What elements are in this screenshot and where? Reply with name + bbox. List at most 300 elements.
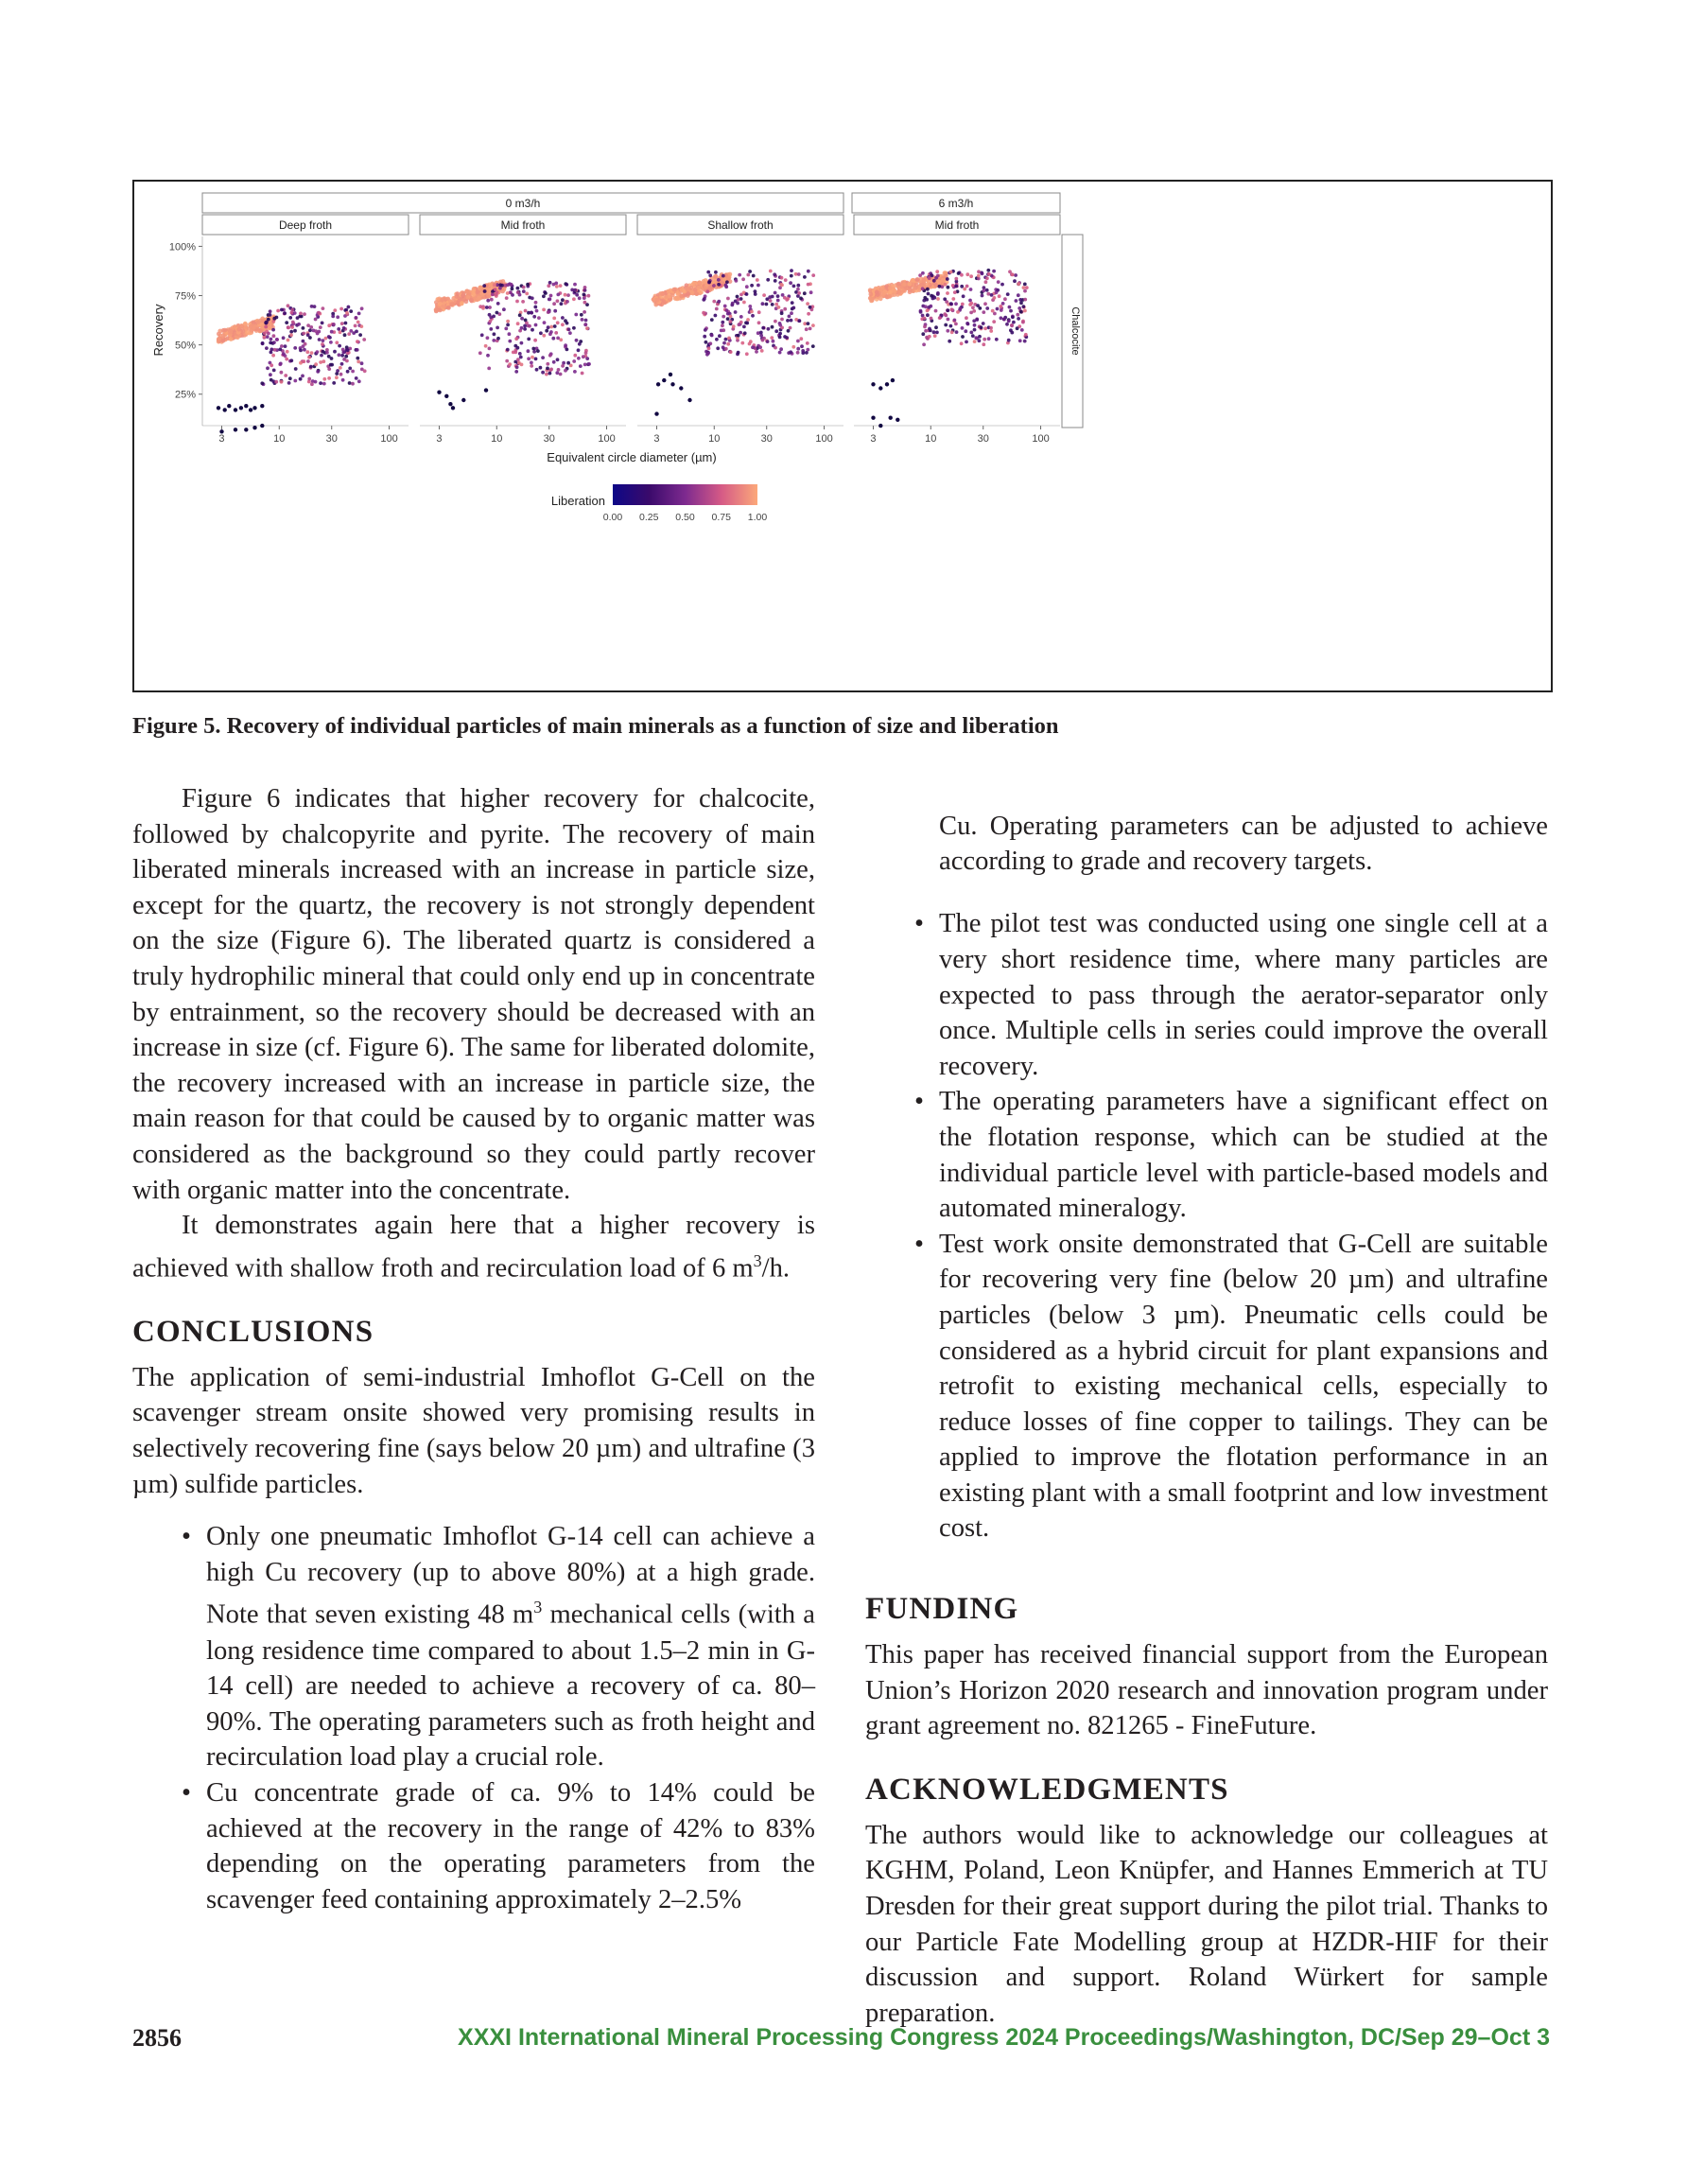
data-point bbox=[806, 341, 809, 345]
data-point bbox=[885, 382, 889, 386]
data-point bbox=[270, 363, 273, 367]
data-point bbox=[921, 287, 925, 290]
data-point bbox=[774, 279, 777, 283]
data-point bbox=[986, 269, 990, 272]
data-point bbox=[992, 320, 996, 323]
data-point bbox=[322, 359, 325, 363]
data-point bbox=[307, 356, 311, 359]
data-point bbox=[757, 321, 761, 324]
data-point bbox=[975, 318, 979, 322]
data-point bbox=[928, 276, 931, 280]
data-point bbox=[954, 302, 958, 306]
data-point bbox=[783, 307, 787, 311]
data-point bbox=[893, 289, 897, 294]
data-point bbox=[489, 320, 493, 323]
data-point bbox=[349, 329, 353, 333]
data-point bbox=[750, 284, 754, 288]
data-point bbox=[336, 369, 339, 373]
data-point bbox=[957, 271, 961, 275]
data-point bbox=[977, 270, 981, 273]
data-point bbox=[505, 359, 509, 363]
data-point bbox=[548, 354, 552, 358]
data-point bbox=[770, 336, 774, 340]
data-point bbox=[978, 339, 982, 342]
data-point bbox=[549, 294, 553, 298]
data-point bbox=[228, 330, 233, 335]
data-point bbox=[564, 293, 567, 297]
data-point bbox=[527, 338, 530, 341]
data-point bbox=[577, 348, 581, 352]
data-point bbox=[805, 351, 809, 355]
data-point bbox=[541, 356, 545, 359]
data-point bbox=[521, 300, 525, 304]
data-point bbox=[291, 321, 295, 324]
data-point bbox=[322, 306, 325, 310]
data-point bbox=[339, 373, 343, 376]
data-point bbox=[293, 379, 297, 383]
text-span: It demonstrates again here that a higher recovery is achieved with shallow froth and recirculation load of 6 m bbox=[132, 1211, 815, 1284]
data-point bbox=[303, 312, 306, 316]
data-point bbox=[584, 351, 588, 355]
data-point bbox=[234, 408, 237, 411]
data-point bbox=[1000, 308, 1003, 312]
data-point bbox=[530, 356, 534, 359]
data-point bbox=[926, 309, 930, 313]
data-point bbox=[721, 323, 724, 327]
data-point bbox=[930, 294, 933, 298]
data-point bbox=[778, 336, 782, 340]
data-point bbox=[587, 362, 591, 366]
data-point bbox=[335, 341, 339, 344]
data-point bbox=[773, 272, 776, 276]
data-point bbox=[484, 344, 488, 348]
data-point bbox=[973, 323, 977, 327]
data-point bbox=[516, 322, 520, 325]
data-point bbox=[583, 301, 587, 305]
data-point bbox=[290, 308, 294, 312]
data-point bbox=[800, 344, 804, 348]
data-point bbox=[961, 335, 965, 339]
data-point bbox=[961, 326, 965, 330]
data-point bbox=[236, 327, 241, 332]
data-point bbox=[289, 330, 293, 334]
data-point bbox=[996, 307, 1000, 311]
y-axis-label: Recovery bbox=[151, 304, 165, 357]
data-point bbox=[803, 291, 807, 295]
data-point bbox=[549, 330, 553, 334]
data-point bbox=[299, 377, 303, 381]
data-point bbox=[288, 376, 292, 380]
data-point bbox=[930, 317, 933, 321]
data-point bbox=[573, 354, 577, 358]
data-point bbox=[708, 273, 712, 277]
data-point bbox=[533, 306, 537, 309]
data-point bbox=[965, 285, 969, 288]
row-strip-label: Chalcocite bbox=[1070, 306, 1081, 356]
data-point bbox=[572, 297, 576, 301]
data-point bbox=[346, 370, 350, 374]
data-point bbox=[329, 363, 333, 367]
conference-footer: XXXI International Mineral Processing Congress 2024 Proceedings/Washington, DC/Sep 29–Oct 3 bbox=[458, 2024, 1550, 2051]
data-point bbox=[436, 297, 441, 302]
data-point bbox=[518, 352, 522, 356]
data-point bbox=[750, 310, 754, 314]
x-tick-label: 3 bbox=[218, 433, 225, 445]
data-point bbox=[809, 290, 813, 294]
data-point bbox=[564, 319, 567, 323]
data-point bbox=[534, 323, 538, 327]
data-point bbox=[273, 348, 277, 352]
data-point bbox=[807, 312, 810, 316]
data-point bbox=[584, 319, 588, 323]
data-point bbox=[888, 286, 893, 290]
data-point bbox=[922, 342, 926, 346]
data-point bbox=[260, 424, 264, 428]
data-point bbox=[923, 317, 927, 321]
data-point bbox=[514, 337, 518, 341]
data-point bbox=[960, 285, 964, 288]
data-point bbox=[579, 340, 583, 343]
data-point bbox=[798, 319, 802, 323]
data-point bbox=[553, 309, 557, 313]
data-point bbox=[938, 316, 942, 320]
data-point bbox=[982, 342, 985, 346]
data-point bbox=[1014, 273, 1017, 277]
data-point bbox=[790, 319, 793, 323]
data-point bbox=[583, 286, 587, 289]
data-point bbox=[269, 373, 272, 376]
data-point bbox=[983, 326, 987, 330]
data-point bbox=[519, 356, 523, 359]
data-point bbox=[437, 391, 441, 394]
data-point bbox=[319, 325, 322, 329]
data-point bbox=[348, 381, 352, 385]
legend-tick-label: 0.25 bbox=[639, 512, 659, 523]
data-point bbox=[767, 327, 771, 331]
data-point bbox=[737, 298, 740, 302]
right-column bbox=[865, 781, 1548, 2031]
data-point bbox=[302, 340, 305, 343]
data-point bbox=[440, 297, 444, 302]
data-point bbox=[997, 280, 1000, 284]
data-point bbox=[360, 306, 364, 310]
data-point bbox=[534, 358, 538, 361]
data-point bbox=[552, 302, 556, 306]
data-point bbox=[948, 340, 951, 343]
data-point bbox=[675, 290, 680, 295]
data-point bbox=[772, 340, 775, 343]
data-point bbox=[508, 332, 512, 336]
data-point bbox=[339, 366, 342, 370]
data-point bbox=[714, 314, 718, 318]
data-point bbox=[779, 347, 783, 351]
data-point bbox=[555, 371, 559, 375]
data-point bbox=[502, 307, 506, 311]
data-point bbox=[465, 289, 470, 294]
heading-conclusions: CONCLUSIONS bbox=[132, 1314, 374, 1349]
data-point bbox=[805, 327, 809, 331]
data-point bbox=[1018, 298, 1022, 302]
data-point bbox=[1011, 273, 1015, 277]
list-item bbox=[182, 1519, 815, 1775]
data-point bbox=[983, 288, 986, 292]
data-point bbox=[762, 293, 766, 297]
strip-flow-6-label: 6 m3/h bbox=[938, 197, 974, 210]
data-point bbox=[341, 378, 345, 382]
data-point bbox=[934, 325, 938, 329]
data-point bbox=[908, 282, 913, 287]
data-point bbox=[522, 286, 526, 289]
data-point bbox=[556, 321, 560, 324]
data-point bbox=[317, 330, 321, 334]
data-point bbox=[477, 296, 481, 301]
data-point bbox=[969, 274, 973, 278]
data-point bbox=[556, 293, 560, 297]
data-point bbox=[486, 299, 490, 303]
data-point bbox=[697, 280, 702, 285]
data-point bbox=[585, 326, 589, 330]
data-point bbox=[871, 416, 875, 420]
data-point bbox=[977, 274, 981, 278]
data-point bbox=[543, 321, 547, 324]
data-point bbox=[792, 285, 796, 288]
data-point bbox=[530, 328, 534, 332]
data-point bbox=[766, 340, 770, 343]
x-tick-label: 30 bbox=[760, 433, 773, 445]
data-point bbox=[460, 301, 464, 306]
data-point bbox=[727, 337, 731, 341]
data-point bbox=[809, 306, 812, 309]
data-point bbox=[774, 291, 777, 295]
data-point bbox=[742, 301, 746, 305]
data-point bbox=[934, 309, 938, 313]
data-point bbox=[324, 337, 328, 341]
data-point bbox=[438, 302, 443, 306]
data-point bbox=[552, 317, 556, 321]
data-point bbox=[566, 293, 570, 297]
data-point bbox=[915, 277, 920, 282]
data-point bbox=[310, 351, 314, 355]
bullet-glyph: • bbox=[182, 1777, 192, 1808]
data-point bbox=[351, 382, 355, 386]
data-point bbox=[520, 341, 524, 345]
data-point bbox=[675, 297, 680, 302]
legend-gradient bbox=[613, 484, 757, 505]
data-point bbox=[679, 386, 683, 390]
data-point bbox=[314, 380, 318, 384]
data-point bbox=[983, 302, 987, 306]
acknowledgments-text: The authors would like to acknowledge our colleagues at KGHM, Poland, Leon Knüpfer, and Hannes Emmerich at TU Dresden for their great support during the pilot trial. Thanks to our Particle Fate Modelling group at HZDR-HIF for their discussion and support. Roland Würkert for sample preparation. bbox=[865, 1820, 1548, 2028]
data-point bbox=[461, 398, 465, 402]
data-point bbox=[789, 281, 792, 285]
data-point bbox=[703, 297, 706, 301]
data-point bbox=[280, 371, 284, 375]
x-tick-label: 10 bbox=[925, 433, 937, 445]
data-point bbox=[229, 337, 234, 341]
data-point bbox=[1019, 310, 1023, 314]
data-point bbox=[685, 287, 689, 291]
data-point bbox=[734, 310, 738, 314]
data-point bbox=[791, 301, 794, 305]
recovery-scatter-chart bbox=[134, 182, 1551, 690]
data-point bbox=[314, 329, 318, 333]
data-point bbox=[539, 331, 543, 335]
data-point bbox=[319, 360, 322, 364]
data-point bbox=[339, 330, 342, 334]
data-point bbox=[780, 284, 784, 288]
data-point bbox=[670, 293, 675, 298]
data-point bbox=[272, 341, 276, 344]
data-point bbox=[573, 283, 577, 287]
superscript: 3 bbox=[753, 1250, 762, 1270]
data-point bbox=[785, 298, 789, 302]
data-point bbox=[299, 349, 303, 353]
data-point bbox=[482, 284, 486, 288]
data-point bbox=[891, 378, 895, 382]
data-point bbox=[289, 358, 293, 362]
data-point bbox=[551, 337, 555, 341]
list-item bbox=[914, 1227, 1548, 1546]
data-point bbox=[325, 351, 329, 355]
data-point bbox=[524, 319, 528, 323]
data-point bbox=[1019, 301, 1023, 305]
data-point bbox=[754, 289, 757, 293]
data-point bbox=[313, 305, 317, 308]
list-item bbox=[914, 906, 1548, 1084]
data-point bbox=[965, 316, 968, 320]
data-point bbox=[306, 359, 310, 363]
data-point bbox=[516, 287, 520, 290]
data-point bbox=[710, 318, 714, 322]
data-point bbox=[969, 331, 973, 335]
data-point bbox=[515, 300, 519, 304]
data-point bbox=[524, 309, 528, 313]
data-point bbox=[520, 317, 524, 321]
data-point bbox=[515, 365, 519, 369]
data-point bbox=[738, 273, 741, 277]
data-point bbox=[530, 361, 533, 365]
data-point bbox=[556, 299, 560, 303]
data-point bbox=[745, 322, 749, 325]
data-point bbox=[471, 292, 476, 297]
data-point bbox=[267, 332, 270, 336]
x-tick-label: 30 bbox=[543, 433, 555, 445]
data-point bbox=[1009, 309, 1013, 313]
x-tick-label: 10 bbox=[273, 433, 286, 445]
data-point bbox=[694, 291, 699, 296]
data-point bbox=[728, 320, 732, 323]
data-point bbox=[973, 340, 977, 343]
data-point bbox=[974, 336, 978, 340]
paragraph-shallow-froth bbox=[132, 1208, 815, 1286]
data-point bbox=[1008, 306, 1012, 309]
data-point bbox=[322, 350, 325, 354]
data-point bbox=[662, 299, 667, 304]
data-point bbox=[715, 307, 719, 311]
data-point bbox=[705, 290, 709, 294]
data-point bbox=[748, 342, 752, 346]
data-point bbox=[729, 315, 733, 319]
data-point bbox=[256, 320, 261, 324]
data-point bbox=[249, 408, 252, 411]
data-point bbox=[796, 351, 800, 355]
data-point bbox=[314, 362, 318, 366]
data-point bbox=[971, 306, 975, 309]
data-point bbox=[797, 272, 801, 276]
data-point bbox=[1007, 339, 1011, 342]
data-point bbox=[252, 426, 256, 429]
data-point bbox=[520, 326, 524, 330]
data-point bbox=[359, 324, 363, 328]
data-point bbox=[703, 335, 706, 339]
data-point bbox=[774, 329, 778, 333]
data-point bbox=[548, 281, 552, 285]
data-point bbox=[555, 285, 559, 288]
data-point bbox=[358, 333, 362, 337]
data-point bbox=[493, 332, 496, 336]
conclusions-list-continued bbox=[914, 906, 1548, 1546]
data-point bbox=[492, 339, 496, 342]
data-point bbox=[962, 294, 965, 298]
data-point bbox=[545, 373, 548, 376]
data-point bbox=[738, 323, 741, 326]
data-point bbox=[287, 326, 290, 330]
data-point bbox=[279, 362, 283, 366]
data-point bbox=[244, 404, 248, 408]
data-point bbox=[341, 351, 345, 355]
data-point bbox=[478, 286, 483, 290]
data-point bbox=[878, 424, 882, 428]
data-point bbox=[269, 309, 272, 313]
data-point bbox=[757, 310, 761, 314]
data-point bbox=[525, 292, 529, 296]
data-point bbox=[902, 282, 907, 287]
data-point bbox=[344, 308, 348, 312]
data-point bbox=[561, 316, 565, 320]
data-point bbox=[751, 314, 755, 318]
data-point bbox=[715, 338, 719, 341]
data-point bbox=[791, 345, 795, 349]
data-point bbox=[930, 273, 934, 277]
data-point bbox=[287, 304, 290, 307]
data-point bbox=[476, 289, 480, 294]
data-point bbox=[484, 388, 488, 392]
data-point bbox=[575, 339, 579, 342]
data-point bbox=[762, 337, 766, 341]
data-point bbox=[1017, 306, 1021, 310]
data-point bbox=[989, 326, 993, 330]
data-point bbox=[316, 350, 320, 354]
data-point bbox=[285, 358, 288, 361]
data-point bbox=[758, 345, 762, 349]
data-point bbox=[582, 355, 585, 358]
data-point bbox=[768, 295, 772, 299]
data-point bbox=[791, 306, 795, 310]
data-point bbox=[771, 325, 774, 329]
data-point bbox=[327, 355, 331, 358]
data-point bbox=[567, 327, 571, 331]
text-span: Test work onsite demonstrated that G-Cell are suitable for recovering very fine (below 20 µm) and ultrafine particles (below 3 µm). Pneumatic cells could be considered as a hybrid circuit for plant expansions and retrofit to existing mechanical cells, especially to reduce losses of fine copper to tailings. They can be applied to improve the flotation performance in an existing plant with a small footprint and low investment cost. bbox=[939, 1229, 1548, 1544]
data-point bbox=[766, 278, 770, 282]
data-point bbox=[307, 377, 311, 381]
data-point bbox=[743, 331, 747, 335]
data-point bbox=[699, 290, 704, 295]
data-point bbox=[354, 324, 357, 328]
data-point bbox=[523, 324, 527, 328]
data-point bbox=[712, 279, 717, 284]
data-point bbox=[662, 378, 666, 382]
data-point bbox=[996, 288, 1000, 292]
